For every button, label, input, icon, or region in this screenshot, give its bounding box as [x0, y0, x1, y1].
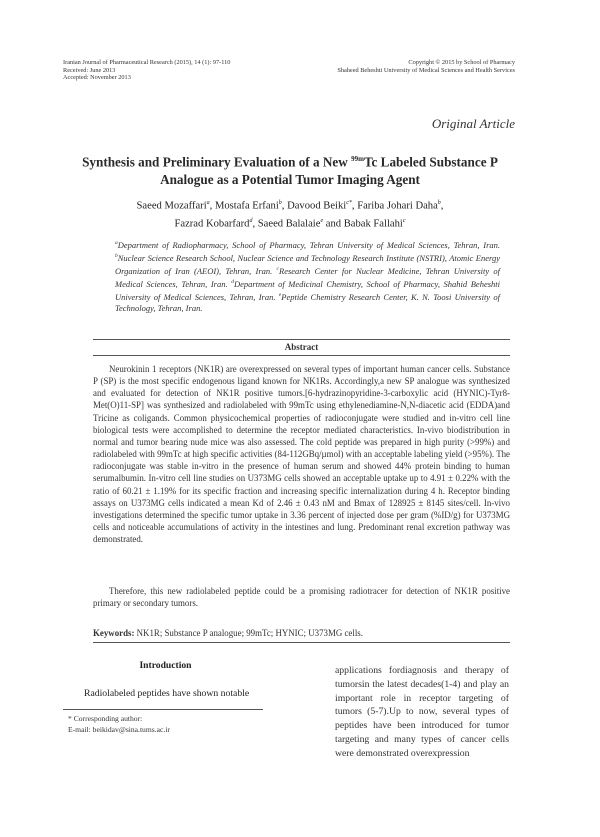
keywords-text: NK1R; Substance P analogue; 99mTc; HYNIC; U373MG cells.: [136, 628, 363, 638]
author: Saeed Mozaffari: [136, 200, 207, 212]
author: Saeed Balalaie: [257, 218, 321, 230]
affiliation: Department of Radiopharmacy, School of Pharmacy, Tehran University of Medical Sciences, Tehran, Iran.: [117, 239, 500, 250]
affiliation: Nuclear Science Research School, Nuclear Science and Technology Research Institute (NSTRI), Atomic Energy Organization of Iran (AEOI), Tehran, Iran.: [115, 252, 500, 276]
author: Mostafa Erfani: [214, 200, 279, 212]
affiliation: Research Center for Nuclear Medicine, Tehran University of Medical Sciences, Tehran, Iran.: [115, 265, 500, 289]
author: Babak Fallahi: [343, 218, 403, 230]
footnote: [68, 713, 170, 736]
author: Davood Beiki: [287, 200, 347, 212]
corresponding-author-label: * Corresponding author:: [68, 714, 143, 723]
publisher-line: Shaheed Beheshti University of Medical Sciences and Health Services: [337, 66, 515, 74]
received-date: Received: June 2013: [63, 66, 116, 74]
keywords-label: Keywords:: [93, 628, 135, 638]
journal-header-left: [63, 59, 230, 82]
keywords: [93, 628, 510, 638]
introduction-left-text: Radiolabeled peptides have shown notable: [84, 688, 250, 699]
footnote-divider: [63, 709, 263, 710]
affiliation: Department of Medicinal Chemistry, School of Pharmacy, Shahid Beheshti University of Medical Sciences, Tehran, Iran.: [115, 278, 501, 302]
paper-title: Synthesis and Preliminary Evaluation of a New $^{99m}$Tc Labeled Substance P Analogue as a Potential Tumor Imaging Agent: [82, 154, 498, 188]
affiliation: Peptide Chemistry Research Center, K. N. Toosi University of Technology, Tehran, Iran.: [115, 291, 500, 313]
corresponding-email: E-mail: beikidav@sina.tums.ac.ir: [68, 725, 170, 735]
author-list: Saeed Mozaffari$^a$, Mostafa Erfani$^b$, Davood Beiki$^{c*}$, Fariba Johari Daha$^b$, Fazrad Kobarfard$^d$, Saeed Balalaie$^e$ and Babak Fallahi$^c$: [136, 200, 444, 230]
author: Fazrad Kobarfard: [174, 218, 250, 230]
affiliations: $^a$Department of Radiopharmacy, School of Pharmacy, Tehran University of Medical Sciences, Tehran, Iran. $^b$Nuclear Science Research School, Nuclear Science and Technology Research Institute (NSTRI), Atomic Energy Organization of Iran (AEOI), Tehran, Iran. $^c$Research Center for Nuclear Medicine, Tehran University of Medical Sciences, Tehran, Iran. $^d$Department of Medicinal Chemistry, School of Pharmacy, Shahid Beheshti University of Medical Sciences, Tehran, Iran. $^e$Peptide Chemistry Research Center, K. N. Toosi University of Technology, Tehran, Iran.: [115, 239, 501, 313]
abstract-heading: Abstract: [93, 340, 510, 356]
accepted-date: Accepted: November 2013: [63, 74, 131, 82]
copyright-line: Copyright © 2015 by School of Pharmacy: [408, 59, 515, 66]
journal-citation: Iranian Journal of Pharmaceutical Research (2015), 14 (1): 97-110: [63, 59, 231, 66]
introduction-right-text: applications fordiagnosis and therapy of tumorsin the latest decades(1-4) and play an important role in receptor targeting of tumors (5-7).Up to now, several types of peptides have been introduced for tumor targeting and many types of cancer cells were demonstrated overexpression: [335, 665, 509, 759]
article-type: Original Article: [431, 116, 515, 131]
journal-header-right: [337, 59, 515, 74]
abstract-section: [93, 339, 510, 643]
introduction-heading: Introduction: [139, 660, 192, 671]
abstract-paragraph: Neurokinin 1 receptors (NK1R) are overexpressed on several types of important human cancer cells. Substance P (SP) is the most specific endogenous ligand known for NK1Rs. Accordingly,a new SP analogue was synthesized and evaluated for detection of NK1R positive tumors.[6-hydrazinopyridine-3-carboxylic acid (HYNIC)-Tyr8-Met(O)11-SP] was synthesized and radiolabeled with 99mTc using ethylenediamine-N,N-diacetic acid (EDDA)and Tricine as coligands. Common physicochemical properties of radioconjugate were studied and in-vitro cell line biological tests were accomplished to determine the receptor mediated characteristics. In-vivo biodistribution in normal and tumor bearing nude mice was also assessed. The cold peptide was prepared in high purity (>99%) and radiolabeled with 99mTc at high specific activities (84-112GBq/µmol) with an acceptable labeling yield (>95%). The radioconjugate was stable in-vitro in the presence of human serum and showed 44% protein binding to human serumalbumin. In-vitro cell line studies on U373MG cells showed an acceptable uptake up to 4.91 ± 0.22% with the ratio of 60.21 ± 1.19% for its specific fraction and increasing specific internalization during 4 h. Receptor binding assays on U373MG cells indicated a mean Kd of 2.46 ± 0.43 nM and Bmax of 128925 ± 8145 sites/cell. In-vivo investigations determined the specific tumor uptake in 3.36 percent of injected dose per gram (%ID/g) for U373MG cells and noticeable accumulations of activity in the intestines and lung. Predominant renal excretion pathway was demonstrated.: [93, 364, 510, 545]
author: Fariba Johari Daha: [357, 200, 438, 212]
abstract-paragraph: Therefore, this new radiolabeled peptide could be a promising radiotracer for detection of NK1R positive primary or secondary tumors.: [93, 586, 510, 609]
